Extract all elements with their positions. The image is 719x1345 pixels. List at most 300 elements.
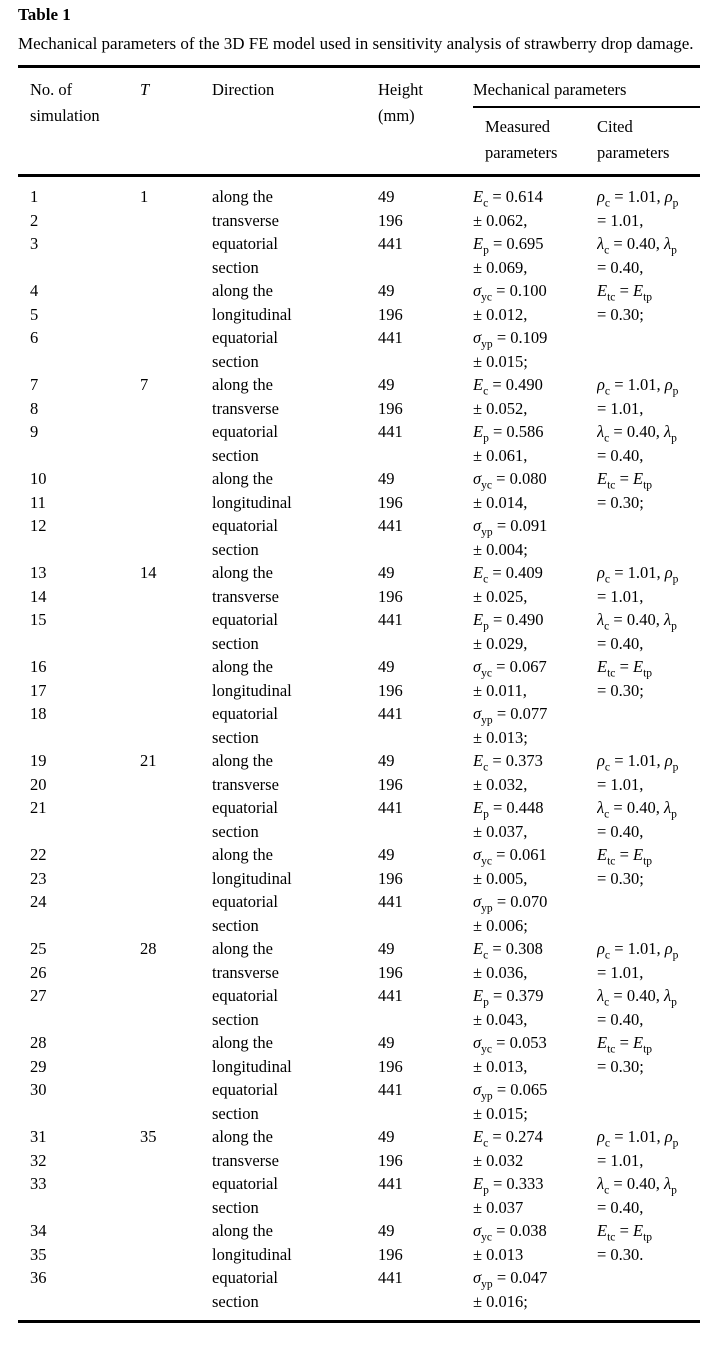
cell-measured: $\sigma_{yp} = 0.077$ [473, 704, 548, 726]
cell-t [140, 1290, 212, 1322]
cell-cited: $\rho_c = 1.01$, $\rho_p$ [597, 751, 679, 773]
cell-measured: ± 0.036, [473, 962, 528, 982]
cell-no: 14 [30, 586, 47, 606]
cell-height: 49 [378, 469, 395, 488]
cell-t [140, 514, 212, 538]
cell-height [378, 350, 473, 374]
table-row [18, 326, 700, 350]
table-row [18, 538, 700, 562]
col-header-mechanical-parameters: Mechanical parameters [473, 67, 700, 108]
cell-measured: $\sigma_{yp} = 0.065$ [473, 1080, 548, 1102]
cell-direction: longitudinal [212, 492, 292, 512]
table-row [18, 1219, 700, 1243]
cell-t [140, 867, 212, 891]
cell-no: 30 [30, 1080, 47, 1099]
cell-cited: $E_{tc} = E_{tp}$ [597, 657, 653, 679]
cell-height [378, 726, 473, 750]
cell-t [140, 350, 212, 374]
cell-height: 49 [378, 657, 395, 676]
cell-no: 24 [30, 892, 47, 911]
cell-direction: along the [212, 939, 273, 958]
cell-no [18, 444, 140, 468]
cell-direction: transverse [212, 962, 279, 982]
cell-height: 49 [378, 939, 395, 958]
cell-measured: $\sigma_{yp} = 0.091$ [473, 516, 548, 538]
cell-height [378, 1008, 473, 1032]
cell-cited: = 0.30; [597, 680, 644, 700]
table-row [18, 702, 700, 726]
cell-measured: ± 0.016; [473, 1291, 528, 1311]
cell-measured: $E_p = 0.695$ [473, 234, 544, 256]
cell-no: 21 [30, 798, 47, 817]
cell-no: 22 [30, 845, 47, 864]
cell-t [140, 538, 212, 562]
cell-t [140, 326, 212, 350]
cell-direction: along the [212, 845, 273, 864]
cell-measured: ± 0.043, [473, 1009, 528, 1029]
cell-cited: $\rho_c = 1.01$, $\rho_p$ [597, 563, 679, 585]
cell-no: 2 [30, 210, 39, 230]
table-row [18, 984, 700, 1008]
cell-height: 196 [378, 1244, 403, 1264]
cell-direction: transverse [212, 774, 279, 794]
cell-t: 7 [140, 375, 149, 394]
cell-t [140, 1008, 212, 1032]
cell-t [140, 467, 212, 491]
table-row [18, 373, 700, 397]
table-row [18, 561, 700, 585]
table-row [18, 397, 700, 421]
cell-t [140, 1243, 212, 1267]
cell-direction: equatorial [212, 986, 278, 1005]
cell-no: 3 [30, 234, 39, 253]
cell-direction: along the [212, 469, 273, 488]
cell-t: 28 [140, 939, 157, 958]
table-row [18, 420, 700, 444]
cell-height [378, 444, 473, 468]
table-row [18, 467, 700, 491]
cell-cited [597, 350, 700, 374]
cell-no [18, 726, 140, 750]
cell-no: 1 [30, 187, 39, 206]
cell-no: 20 [30, 774, 47, 794]
cell-no: 11 [30, 492, 46, 512]
cell-no: 13 [30, 563, 47, 582]
table-row [18, 1125, 700, 1149]
cell-direction: equatorial [212, 422, 278, 441]
cell-t [140, 303, 212, 327]
cell-measured: $\sigma_{yc} = 0.061$ [473, 845, 547, 867]
cell-cited: = 1.01, [597, 962, 644, 982]
cell-measured: ± 0.029, [473, 633, 528, 653]
cell-cited: = 0.30; [597, 1056, 644, 1076]
cell-cited: $E_{tc} = E_{tp}$ [597, 469, 653, 491]
cell-t [140, 1055, 212, 1079]
cell-height: 196 [378, 398, 403, 418]
cell-cited: = 0.30; [597, 304, 644, 324]
cell-measured: $E_p = 0.379$ [473, 986, 544, 1008]
cell-direction: along the [212, 1127, 273, 1146]
cell-t: 35 [140, 1127, 157, 1146]
cell-t [140, 632, 212, 656]
cell-direction: transverse [212, 586, 279, 606]
cell-measured: $\sigma_{yc} = 0.053$ [473, 1033, 547, 1055]
cell-t [140, 491, 212, 515]
cell-no [18, 256, 140, 280]
cell-height [378, 632, 473, 656]
table-row [18, 514, 700, 538]
table-row [18, 632, 700, 656]
cell-measured: ± 0.006; [473, 915, 528, 935]
cell-t [140, 820, 212, 844]
cell-height [378, 1196, 473, 1220]
cell-t [140, 1031, 212, 1055]
cell-height: 196 [378, 962, 403, 982]
cell-height: 441 [378, 798, 403, 817]
cell-measured: $\sigma_{yp} = 0.070$ [473, 892, 548, 914]
cell-measured: $E_p = 0.490$ [473, 610, 544, 632]
cell-height: 49 [378, 1221, 395, 1240]
cell-no: 26 [30, 962, 47, 982]
cell-direction: equatorial [212, 892, 278, 911]
cell-measured: $\sigma_{yc} = 0.080$ [473, 469, 547, 491]
table-row [18, 1008, 700, 1032]
cell-direction: section [212, 633, 259, 653]
cell-no: 33 [30, 1174, 47, 1193]
col-header-height [378, 67, 473, 176]
cell-no: 29 [30, 1056, 47, 1076]
cell-height: 441 [378, 1268, 403, 1287]
cell-direction: longitudinal [212, 304, 292, 324]
cell-cited: = 0.40, [597, 821, 644, 841]
cell-cited: $\lambda_c = 0.40$, $\lambda_p$ [597, 422, 677, 444]
cell-no: 19 [30, 751, 47, 770]
table-row [18, 585, 700, 609]
cell-height: 49 [378, 845, 395, 864]
cell-direction: along the [212, 375, 273, 394]
cell-no [18, 820, 140, 844]
cell-cited: = 0.40, [597, 257, 644, 277]
table-row [18, 209, 700, 233]
cell-measured: ± 0.032, [473, 774, 528, 794]
cell-direction: along the [212, 1221, 273, 1240]
cell-t [140, 1149, 212, 1173]
cell-measured: $\sigma_{yp} = 0.047$ [473, 1268, 548, 1290]
table-row [18, 1172, 700, 1196]
cell-no: 16 [30, 657, 47, 676]
cell-t [140, 773, 212, 797]
table-row [18, 843, 700, 867]
table-row [18, 796, 700, 820]
table-row [18, 961, 700, 985]
cell-direction: section [212, 1291, 259, 1311]
cell-no: 28 [30, 1033, 47, 1052]
cell-cited [597, 514, 700, 538]
cell-direction: equatorial [212, 1174, 278, 1193]
cell-height: 49 [378, 375, 395, 394]
cell-t [140, 444, 212, 468]
cell-cited: = 0.40, [597, 1197, 644, 1217]
cell-no [18, 914, 140, 938]
cell-no: 25 [30, 939, 47, 958]
table-row [18, 303, 700, 327]
cell-cited: = 1.01, [597, 1150, 644, 1170]
cell-measured: ± 0.013; [473, 727, 528, 747]
cell-cited [597, 538, 700, 562]
cell-height: 196 [378, 1150, 403, 1170]
cell-t [140, 890, 212, 914]
cell-direction: equatorial [212, 1080, 278, 1099]
cell-height: 196 [378, 492, 403, 512]
cell-t [140, 961, 212, 985]
table-row [18, 279, 700, 303]
cell-t [140, 256, 212, 280]
cell-measured: ± 0.014, [473, 492, 528, 512]
cell-no: 6 [30, 328, 39, 347]
cell-t [140, 279, 212, 303]
cell-cited: $\lambda_c = 0.40$, $\lambda_p$ [597, 610, 677, 632]
cell-t [140, 655, 212, 679]
table-header [18, 67, 700, 176]
cell-cited [597, 1102, 700, 1126]
cell-cited: = 0.40, [597, 1009, 644, 1029]
cell-no: 32 [30, 1150, 47, 1170]
table-row [18, 773, 700, 797]
table-row [18, 1266, 700, 1290]
cell-height: 196 [378, 868, 403, 888]
cell-t: 14 [140, 563, 157, 582]
parameters-table [18, 65, 700, 1323]
cell-cited: $\lambda_c = 0.40$, $\lambda_p$ [597, 234, 677, 256]
cell-direction: along the [212, 751, 273, 770]
cell-height [378, 256, 473, 280]
table-row [18, 232, 700, 256]
cell-direction: along the [212, 281, 273, 300]
cell-direction: section [212, 1197, 259, 1217]
cell-measured: $E_c = 0.308$ [473, 939, 543, 961]
cell-height: 49 [378, 281, 395, 300]
cell-height: 49 [378, 1033, 395, 1052]
cell-direction: equatorial [212, 1268, 278, 1287]
cell-direction: section [212, 821, 259, 841]
table-title: Table 1 [18, 5, 71, 24]
cell-cited: $E_{tc} = E_{tp}$ [597, 1221, 653, 1243]
cell-t [140, 585, 212, 609]
cell-direction: longitudinal [212, 1056, 292, 1076]
cell-direction: longitudinal [212, 1244, 292, 1264]
table-row [18, 1031, 700, 1055]
cell-direction: section [212, 539, 259, 559]
cell-direction: section [212, 1103, 259, 1123]
cell-cited [597, 326, 700, 350]
cell-direction: section [212, 257, 259, 277]
cell-measured: $\sigma_{yc} = 0.067$ [473, 657, 547, 679]
cell-cited: $E_{tc} = E_{tp}$ [597, 1033, 653, 1055]
cell-measured: $\sigma_{yc} = 0.038$ [473, 1221, 547, 1243]
cell-cited: $\lambda_c = 0.40$, $\lambda_p$ [597, 986, 677, 1008]
cell-t [140, 843, 212, 867]
cell-height: 441 [378, 422, 403, 441]
cell-height: 441 [378, 234, 403, 253]
cell-direction: equatorial [212, 610, 278, 629]
cell-t [140, 397, 212, 421]
cell-no: 27 [30, 986, 47, 1005]
cell-no: 34 [30, 1221, 47, 1240]
cell-height: 196 [378, 774, 403, 794]
table-row [18, 444, 700, 468]
cell-no: 36 [30, 1268, 47, 1287]
cell-t [140, 608, 212, 632]
cell-direction: section [212, 1009, 259, 1029]
cell-cited [597, 702, 700, 726]
cell-measured: $E_c = 0.490$ [473, 375, 543, 397]
cell-height: 441 [378, 610, 403, 629]
col-header-no-of-simulation: No. of simulation [18, 67, 140, 176]
cell-height [378, 1102, 473, 1126]
cell-measured: ± 0.037, [473, 821, 528, 841]
cell-cited: $\rho_c = 1.01$, $\rho_p$ [597, 187, 679, 209]
table-row [18, 655, 700, 679]
cell-t [140, 1102, 212, 1126]
cell-direction: longitudinal [212, 868, 292, 888]
table-row [18, 914, 700, 938]
cell-t [140, 1266, 212, 1290]
cell-t [140, 702, 212, 726]
table-row [18, 1055, 700, 1079]
cell-t [140, 420, 212, 444]
table-row [18, 608, 700, 632]
col-header-direction: Direction [212, 67, 378, 176]
cell-t [140, 1196, 212, 1220]
cell-t [140, 984, 212, 1008]
cell-measured: ± 0.015; [473, 351, 528, 371]
cell-cited [597, 1266, 700, 1290]
cell-cited: $E_{tc} = E_{tp}$ [597, 845, 653, 867]
col-header-measured-parameters: Measured parameters [473, 107, 597, 176]
cell-height: 441 [378, 328, 403, 347]
table-row [18, 820, 700, 844]
table-row [18, 256, 700, 280]
table-row [18, 1196, 700, 1220]
cell-measured: $E_p = 0.448$ [473, 798, 544, 820]
cell-direction: along the [212, 657, 273, 676]
cell-no: 9 [30, 422, 39, 441]
cell-direction: transverse [212, 210, 279, 230]
cell-height: 441 [378, 1080, 403, 1099]
cell-cited: = 1.01, [597, 398, 644, 418]
cell-measured: ± 0.069, [473, 257, 528, 277]
cell-direction: section [212, 351, 259, 371]
cell-cited [597, 914, 700, 938]
cell-no: 7 [30, 375, 39, 394]
cell-measured: ± 0.025, [473, 586, 528, 606]
cell-direction: along the [212, 1033, 273, 1052]
cell-no [18, 1290, 140, 1322]
cell-t [140, 796, 212, 820]
table-row [18, 1290, 700, 1322]
cell-no: 10 [30, 469, 47, 488]
cell-no [18, 1008, 140, 1032]
cell-height: 49 [378, 187, 395, 206]
cell-measured: ± 0.015; [473, 1103, 528, 1123]
cell-direction: equatorial [212, 704, 278, 723]
col-header-cited-parameters: Cited parameters [597, 107, 700, 176]
cell-measured: ± 0.013, [473, 1056, 528, 1076]
cell-direction: section [212, 727, 259, 747]
cell-no: 12 [30, 516, 47, 535]
cell-no [18, 1196, 140, 1220]
cell-height [378, 914, 473, 938]
cell-no: 17 [30, 680, 47, 700]
height-label: Height [378, 80, 423, 99]
cell-measured: ± 0.052, [473, 398, 528, 418]
cell-height: 196 [378, 586, 403, 606]
cell-measured: ± 0.004; [473, 539, 528, 559]
cell-measured: $E_c = 0.409$ [473, 563, 543, 585]
cell-no: 31 [30, 1127, 47, 1146]
cell-cited: $\rho_c = 1.01$, $\rho_p$ [597, 939, 679, 961]
cell-height: 196 [378, 304, 403, 324]
cell-height: 441 [378, 704, 403, 723]
cell-height: 441 [378, 516, 403, 535]
cell-measured: $\sigma_{yp} = 0.109$ [473, 328, 548, 350]
cell-cited: = 1.01, [597, 774, 644, 794]
cell-measured: $E_p = 0.586$ [473, 422, 544, 444]
cell-cited [597, 1078, 700, 1102]
cell-measured: ± 0.062, [473, 210, 528, 230]
cell-t [140, 1219, 212, 1243]
table-row [18, 176, 700, 209]
cell-cited: = 1.01, [597, 210, 644, 230]
cell-height: 441 [378, 1174, 403, 1193]
cell-cited: = 1.01, [597, 586, 644, 606]
cell-t [140, 209, 212, 233]
table-row [18, 749, 700, 773]
table-row [18, 1149, 700, 1173]
cell-cited: $\rho_c = 1.01$, $\rho_p$ [597, 1127, 679, 1149]
cell-measured: ± 0.013 [473, 1244, 524, 1264]
cell-height [378, 538, 473, 562]
cell-no [18, 350, 140, 374]
cell-height: 196 [378, 680, 403, 700]
cell-measured: $\sigma_{yc} = 0.100$ [473, 281, 547, 303]
table-row [18, 1078, 700, 1102]
cell-direction: equatorial [212, 328, 278, 347]
cell-direction: section [212, 915, 259, 935]
cell-t [140, 1172, 212, 1196]
cell-cited [597, 726, 700, 750]
cell-measured: ± 0.012, [473, 304, 528, 324]
table-row [18, 1102, 700, 1126]
cell-measured: ± 0.032 [473, 1150, 524, 1170]
cell-measured: ± 0.037 [473, 1197, 524, 1217]
cell-direction: transverse [212, 1150, 279, 1170]
cell-cited: $\lambda_c = 0.40$, $\lambda_p$ [597, 798, 677, 820]
cell-direction: longitudinal [212, 680, 292, 700]
cell-cited: $E_{tc} = E_{tp}$ [597, 281, 653, 303]
cell-measured: ± 0.061, [473, 445, 528, 465]
cell-t: 1 [140, 187, 149, 206]
cell-cited: $\lambda_c = 0.40$, $\lambda_p$ [597, 1174, 677, 1196]
cell-height: 441 [378, 892, 403, 911]
cell-t [140, 914, 212, 938]
cell-t [140, 679, 212, 703]
cell-direction: equatorial [212, 798, 278, 817]
cell-no [18, 538, 140, 562]
cell-height: 49 [378, 751, 395, 770]
table-row [18, 937, 700, 961]
table-row [18, 491, 700, 515]
